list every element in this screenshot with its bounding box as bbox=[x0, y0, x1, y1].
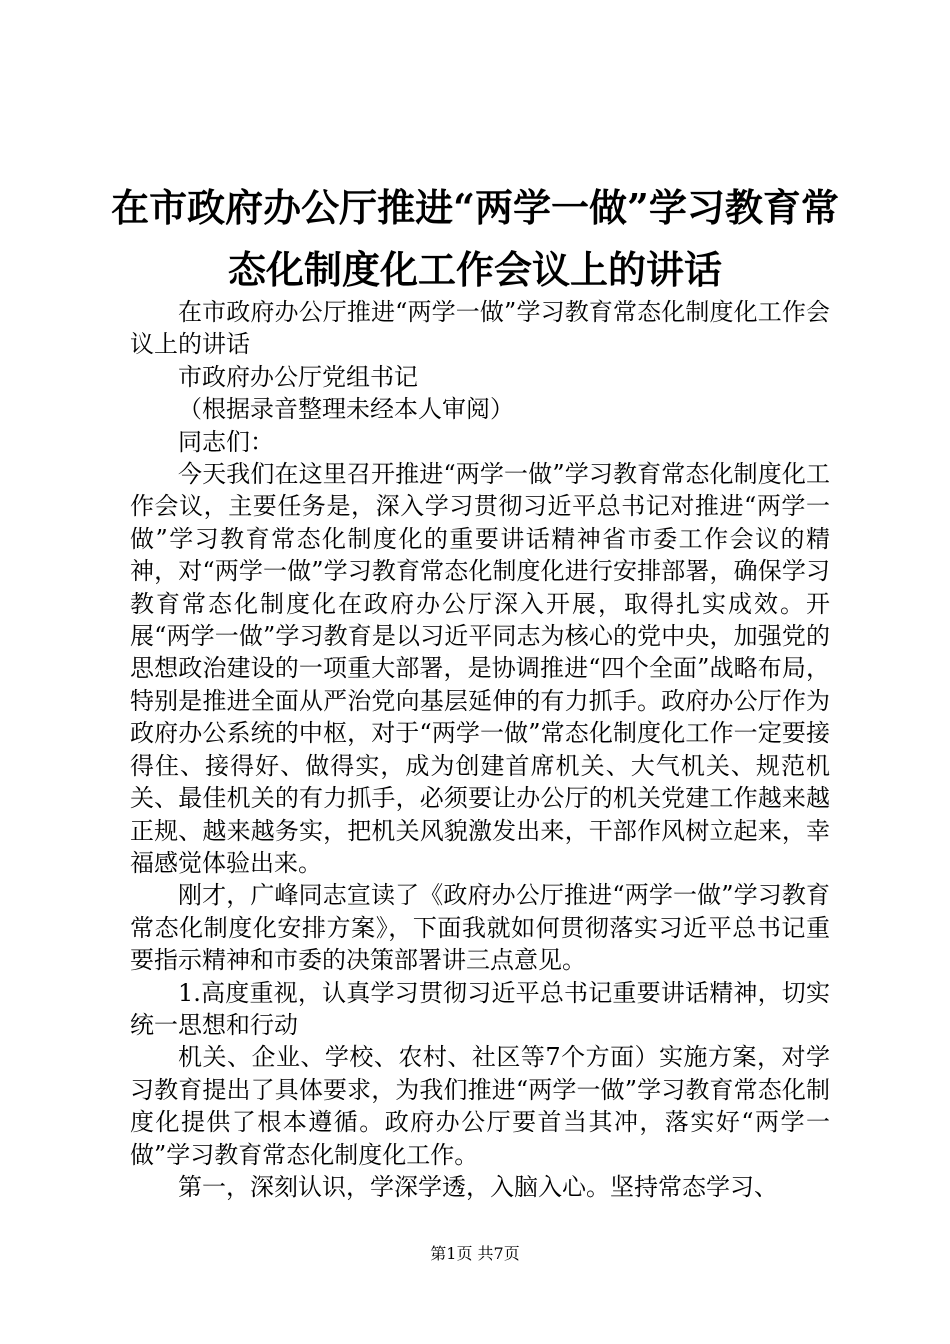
paragraph-salutation: 同志们： bbox=[178, 427, 274, 456]
paragraph-speaker: 市政府办公厅党组书记 bbox=[178, 362, 418, 391]
paragraph-repeated-title: 在市政府办公厅推进“两学一做”学习教育常态化制度化工作会议上的讲话 bbox=[130, 298, 830, 359]
paragraph-body: 今天我们在这里召开推进“两学一做”学习教育常态化制度化工作会议，主要任务是，深入学习贯彻习近平总书记对推进“两学一做”学习教育常态化制度化的重要讲话精神省市委工作会议的精神，对“两学一做”学习教育常态化制度化进行安排部署，确保学习教育常态化制度化在政府办公厅深入开展，取得扎实成效。开展“两学一做”学习教育是以习近平同志为核心的党中央，加强党的思想政治建设的一项重大部署，是协调推进“四个全面”战略布局，特别是推进全面从严治党向基层延伸的有力抓手。政府办公厅作为政府办公系统的中枢，对于“两学一做”常态化制度化工作一定要接得住、接得好、做得实，成为创建首席机关、大气机关、规范机关、最佳机关的有力抓手，必须要让办公厅的机关党建工作越来越正规、越来越务实，把机关风貌激发出来，干部作风树立起来，幸福感觉体验出来。 bbox=[130, 460, 830, 877]
document-title-line-1: 在市政府办公厅推进“两学一做”学习教育常 bbox=[111, 185, 839, 230]
paragraph-section-heading: 1.高度重视，认真学习贯彻习近平总书记重要讲话精神，切实统一思想和行动 bbox=[130, 978, 830, 1039]
paragraph-body: 刚才，广峰同志宣读了《政府办公厅推进“两学一做”学习教育常态化制度化安排方案》，下面我就如何贯彻落实习近平总书记重要指示精神和市委的决策部署讲三点意见。 bbox=[130, 881, 830, 975]
paragraph-note: （根据录音整理未经本人审阅） bbox=[178, 395, 514, 424]
page-number-footer: 第1页 共7页 bbox=[430, 1244, 520, 1263]
document-title-line-2: 态化制度化工作会议上的讲话 bbox=[227, 247, 722, 292]
paragraph-body: 机关、企业、学校、农村、社区等7个方面）实施方案，对学习教育提出了具体要求，为我们推进“两学一做”学习教育常态化制度化提供了根本遵循。政府办公厅要首当其冲，落实好“两学一做”学习教育常态化制度化工作。 bbox=[130, 1043, 830, 1169]
paragraph-body: 第一，深刻认识，学深学透，入脑入心。坚持常态学习、 bbox=[178, 1172, 778, 1201]
document-body bbox=[130, 296, 830, 1203]
